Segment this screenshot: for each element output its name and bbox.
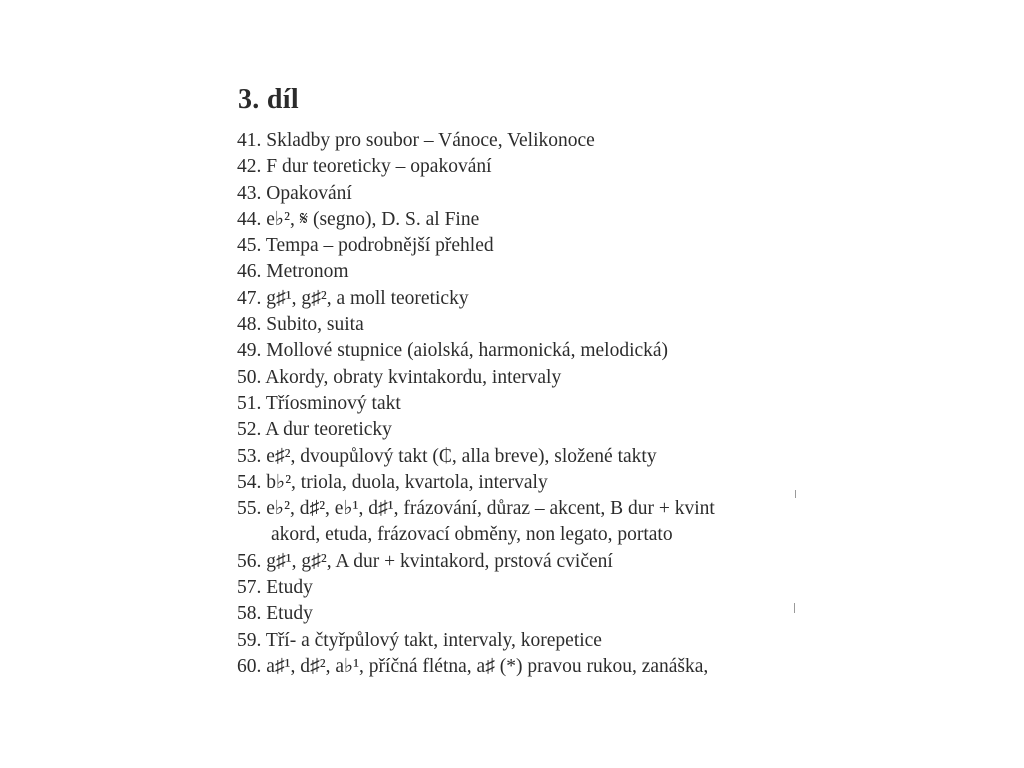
item-number: 52. (237, 419, 262, 441)
item-number: 47. (237, 287, 262, 309)
item-number: 53. (237, 445, 262, 467)
scan-edge-mark (795, 490, 796, 498)
toc-item-58 (237, 601, 797, 627)
item-number: 54. (237, 471, 262, 493)
item-text: g♯¹, g♯², A dur + kvintakord, prstová cvičení (266, 550, 613, 572)
item-number: 51. (237, 392, 262, 414)
item-number: 56. (237, 550, 262, 572)
item-number: 55. (237, 498, 262, 520)
item-text: Tempa – podrobnější přehled (265, 235, 494, 257)
toc-item-44 (237, 207, 797, 233)
toc-item-55 (237, 496, 797, 522)
toc-item-49 (237, 338, 797, 364)
toc-item-51 (237, 391, 797, 417)
item-text: Tří- a čtyřpůlový takt, intervaly, korepetice (265, 629, 602, 651)
item-number: 50. (237, 366, 262, 388)
item-number: 41. (237, 130, 262, 151)
item-number: 59. (237, 629, 262, 651)
toc-item-46 (237, 259, 797, 285)
item-text: Akordy, obraty kvintakordu, intervaly (265, 366, 562, 388)
item-text: e♭², d♯², e♭¹, d♯¹, frázování, důraz – akcent, B dur + kvint (266, 498, 715, 520)
item-number: 49. (237, 340, 262, 362)
item-number: 48. (237, 314, 262, 336)
item-text: F dur teoreticky – opakování (266, 156, 492, 178)
item-text: A dur teoreticky (265, 419, 392, 441)
toc-item-59 (237, 628, 797, 654)
item-number: 58. (237, 603, 262, 625)
item-text: Etudy (266, 603, 313, 625)
table-of-contents (237, 128, 797, 680)
section-heading: 3. díl (238, 84, 299, 115)
toc-item-54 (237, 470, 797, 496)
item-text: a♯¹, d♯², a♭¹, příčná flétna, a♯ (*) pravou rukou, zanáška, (266, 655, 709, 677)
item-number: 43. (237, 182, 262, 204)
toc-item-55-continuation (237, 522, 797, 548)
toc-item-50 (237, 365, 797, 391)
item-text: Opakování (266, 182, 352, 204)
toc-item-57 (237, 575, 797, 601)
item-number: 45. (237, 235, 262, 257)
item-text: e♭², 𝄋 (segno), D. S. al Fine (266, 208, 480, 230)
toc-item-48 (237, 312, 797, 338)
item-text: Tříosminový takt (265, 392, 401, 414)
item-text: Mollové stupnice (aiolská, harmonická, melodická) (266, 340, 669, 362)
item-text: Metronom (266, 261, 349, 283)
toc-item-53 (237, 444, 797, 470)
item-text: Skladby pro soubor – Vánoce, Velikonoce (266, 130, 595, 151)
scan-edge-mark (794, 603, 795, 613)
item-text: e♯², dvoupůlový takt (₵, alla breve), složené takty (266, 445, 657, 467)
toc-item-41 (237, 128, 797, 154)
item-text: g♯¹, g♯², a moll teoreticky (266, 287, 469, 309)
toc-item-60 (237, 654, 797, 680)
item-number: 57. (237, 577, 262, 599)
toc-item-45 (237, 233, 797, 259)
item-text: Etudy (266, 577, 313, 599)
toc-item-47 (237, 286, 797, 312)
item-number: 42. (237, 156, 262, 178)
toc-item-56 (237, 549, 797, 575)
item-number: 60. (237, 655, 262, 677)
item-number: 44. (237, 208, 262, 230)
item-number: 46. (237, 261, 262, 283)
item-text: b♭², triola, duola, kvartola, intervaly (266, 471, 548, 493)
item-text: Subito, suita (266, 314, 364, 336)
toc-item-42 (237, 154, 797, 180)
toc-item-52 (237, 417, 797, 443)
toc-item-43 (237, 181, 797, 207)
item-text: akord, etuda, frázovací obměny, non legato, portato (271, 524, 673, 546)
